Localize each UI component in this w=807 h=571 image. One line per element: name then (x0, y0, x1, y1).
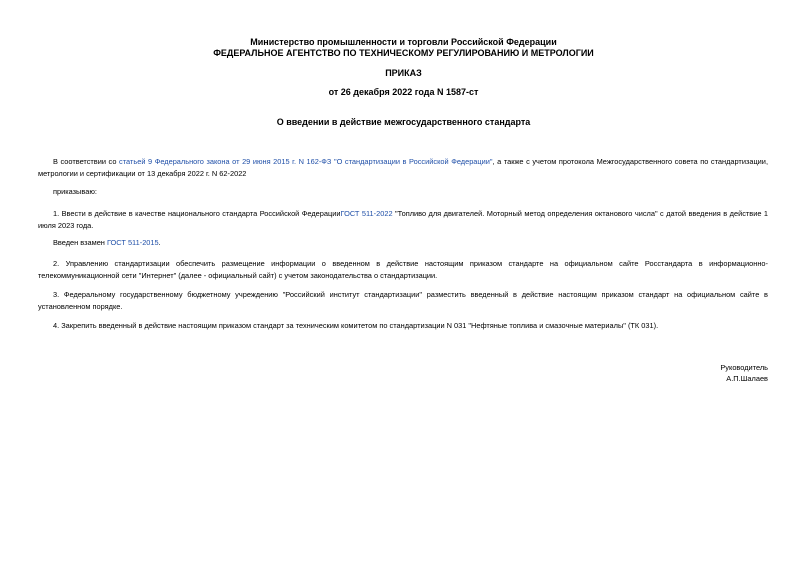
paragraph-preamble (38, 156, 768, 179)
gost-511-2015-link[interactable]: ГОСТ 511-2015 (106, 238, 159, 247)
federal-law-link[interactable]: статьей 9 Федерального закона от 29 июня 2015 г. N 162-ФЗ "О стандартизации в Российской Федерации" (119, 157, 493, 166)
replaced-lead: Введен взамен (53, 238, 107, 247)
ministry-title: Министерство промышленности и торговли Российской Федерации (250, 37, 557, 47)
item-1-tail: "Топливо для двигателей. Моторный метод определения октанового числа" с датой введения в действие 1 июля 2023 года. (38, 209, 769, 230)
paragraph-item-3: 3. Федеральному государственному бюджетному учреждению "Российский институт стандартизации" разместить введенный в действие настоящим приказом стандарт на официальном сайте в установленном порядке. (38, 290, 768, 311)
paragraph-item-4: 4. Закрепить введенный в действие настоящим приказом стандарт за техническим комитетом по стандартизации N 031 "Нефтяные топлива и смазочные материалы" (ТК 031). (53, 321, 659, 330)
replaced-tail: . (158, 238, 161, 247)
preamble-tail: , а также с учетом протокола Межгосударственного совета по стандартизации, метрологии и сертификации от 13 декабря 2022 г. N 62-2022 (38, 157, 768, 178)
paragraph-item-1 (38, 208, 768, 231)
item-1-lead: 1. Ввести в действие в качестве национального стандарта Российской Федерации (53, 209, 341, 218)
agency-title: ФЕДЕРАЛЬНОЕ АГЕНТСТВО ПО ТЕХНИЧЕСКОМУ РЕГУЛИРОВАНИЮ И МЕТРОЛОГИИ (213, 48, 594, 58)
paragraph-item-2: 2. Управлению стандартизации обеспечить размещение информации о введенном в действие настоящим приказом стандарте на официальном сайте Росстандарта в информационно-телекоммуникационной сети "Интернет" (далее - официальный сайт) с учетом законодательства о стандартизации. (38, 259, 768, 280)
paragraph-order-word: приказываю: (53, 187, 97, 196)
paragraph-replaced (38, 237, 768, 249)
gost-511-2022-link[interactable]: ГОСТ 511-2022 (340, 209, 393, 218)
preamble-lead: В соответствии со (53, 157, 120, 166)
document-subject: О введении в действие межгосударственного стандарта (276, 117, 531, 127)
document-date-number: от 26 декабря 2022 года N 1587-ст (328, 87, 479, 97)
signature-name: А.П.Шалаев (726, 374, 768, 383)
document-type: ПРИКАЗ (385, 68, 422, 78)
signature-position: Руководитель (720, 363, 768, 372)
